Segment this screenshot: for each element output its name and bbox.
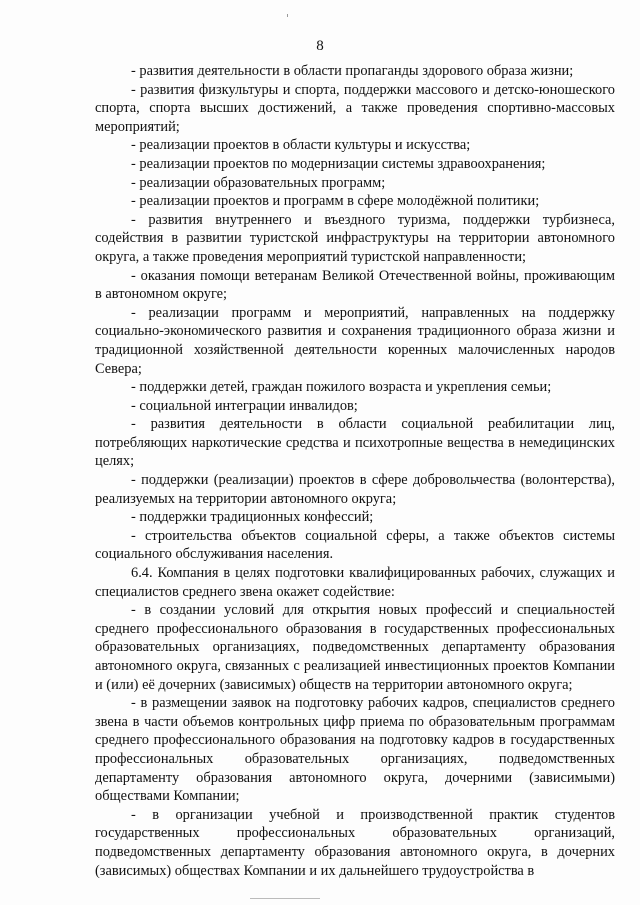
paragraph: - в размещении заявок на подготовку рабочих кадров, специалистов среднего звена в части объемов контрольных цифр приема по образовательным программам среднего профессионального образования на подготовку кадров в государственных профессиональных образовательных организациях, подведомственных департаменту образования автономного округа, дочерними (зависимыми) обществами Компании; — [95, 695, 615, 805]
paragraph: - поддержки традиционных конфессий; — [131, 509, 374, 526]
page-body — [95, 62, 615, 880]
paragraph: - развития деятельности в области пропаганды здорового образа жизни; — [131, 63, 574, 79]
paragraph: - в организации учебной и производственной практик студентов государственных профессиональных образовательных организаций, подведомственных департаменту образования автономного округа, в дочерних (зависимых) обществах Компании и их дальнейшего трудоустройства в — [95, 806, 615, 879]
paragraph: - реализации проектов в области культуры и искусства; — [131, 137, 471, 154]
paragraph: - реализации образовательных программ; — [131, 174, 386, 191]
paragraph: - развития физкультуры и спорта, поддержки массового и детско-юношеского спорта, спорта высших достижений, а также проведения спортивно-массовых мероприятий; — [95, 81, 615, 135]
paragraph: - реализации проектов по модернизации системы здравоохранения; — [131, 155, 546, 172]
scan-mark — [250, 898, 320, 899]
paragraph: - развития внутреннего и въездного туризма, поддержки турбизнеса, содействия в развитии туристской инфраструктуры на территории автономного округа, а также проведения мероприятий туристской направленности; — [95, 211, 615, 265]
scan-mark — [287, 14, 288, 17]
paragraph: - строительства объектов социальной сферы, а также объектов системы социального обслуживания населения. — [95, 527, 615, 563]
paragraph: - реализации программ и мероприятий, направленных на поддержку социально-экономического развития и сохранения традиционного образа жизни и традиционной хозяйственной деятельности коренных малочисленных народов Севера; — [95, 304, 615, 377]
paragraph: - поддержки детей, граждан пожилого возраста и укрепления семьи; — [131, 379, 552, 396]
page-number: 8 — [316, 38, 324, 54]
paragraph: - поддержки (реализации) проектов в сфере добровольчества (волонтерства), реализуемых на территории автономного округа; — [95, 472, 615, 507]
paragraph: - развития деятельности в области социальной реабилитации лиц, потребляющих наркотические средства и психотропные вещества в немедицинских целях; — [95, 416, 615, 470]
paragraph: 6.4. Компания в целях подготовки квалифицированных рабочих, служащих и специалистов среднего звена окажет содействие: — [95, 565, 615, 600]
paragraph: - социальной интеграции инвалидов; — [131, 397, 358, 414]
paragraph: - оказания помощи ветеранам Великой Отечественной войны, проживающим в автономном округе; — [95, 267, 615, 303]
paragraph: - реализации проектов и программ в сфере молодёжной политики; — [131, 193, 540, 210]
paragraph: - в создании условий для открытия новых профессий и специальностей среднего профессионального образования в государственных профессиональных образовательных организациях, подведомственных департаменту образования автономного округа, связанных с реализацией инвестиционных проектов Компании и (или) её дочерних (зависимых) обществ на территории автономного округа; — [95, 602, 615, 693]
